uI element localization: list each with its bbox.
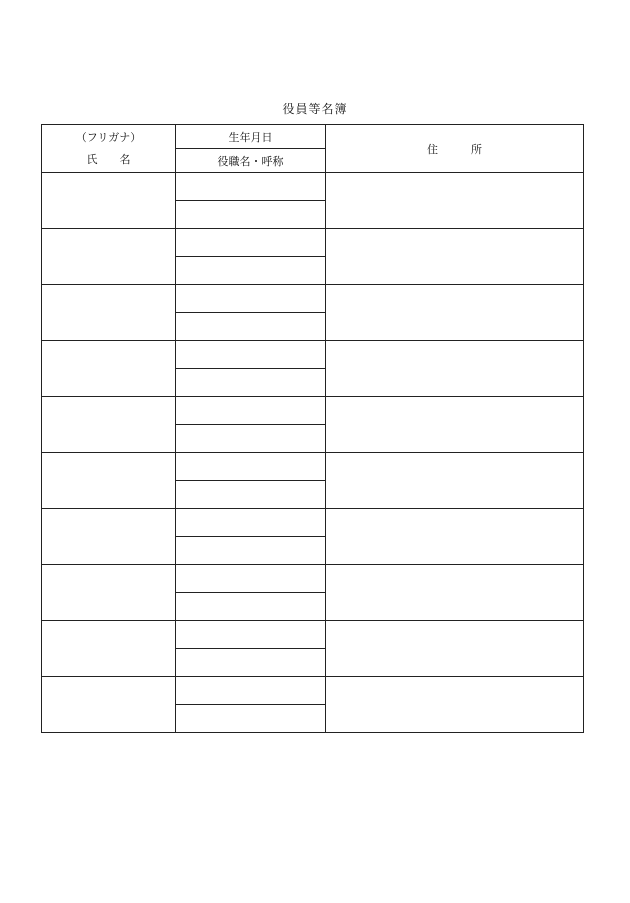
address-cell[interactable] bbox=[326, 677, 584, 733]
position-cell[interactable] bbox=[176, 537, 326, 565]
name-cell[interactable] bbox=[42, 341, 176, 397]
entry-row bbox=[42, 285, 584, 313]
birthdate-cell[interactable] bbox=[176, 621, 326, 649]
address-cell[interactable] bbox=[326, 285, 584, 341]
name-cell[interactable] bbox=[42, 565, 176, 621]
address-cell[interactable] bbox=[326, 509, 584, 565]
entry-row bbox=[42, 677, 584, 705]
position-cell[interactable] bbox=[176, 481, 326, 509]
name-label: 氏 名 bbox=[86, 152, 131, 166]
position-cell[interactable] bbox=[176, 593, 326, 621]
name-cell[interactable] bbox=[42, 173, 176, 229]
name-cell[interactable] bbox=[42, 509, 176, 565]
birthdate-cell[interactable] bbox=[176, 173, 326, 201]
position-cell[interactable] bbox=[176, 201, 326, 229]
birthdate-header-cell bbox=[176, 125, 326, 149]
position-cell[interactable] bbox=[176, 257, 326, 285]
entry-row bbox=[42, 621, 584, 649]
address-cell[interactable] bbox=[326, 565, 584, 621]
name-cell[interactable] bbox=[42, 397, 176, 453]
entry-row bbox=[42, 397, 584, 425]
entry-row bbox=[42, 509, 584, 537]
name-furigana-label: （フリガナ） bbox=[75, 130, 142, 144]
birthdate-label: 生年月日 bbox=[228, 130, 273, 144]
birthdate-cell[interactable] bbox=[176, 453, 326, 481]
address-cell[interactable] bbox=[326, 397, 584, 453]
address-cell[interactable] bbox=[326, 621, 584, 677]
address-cell[interactable] bbox=[326, 341, 584, 397]
birthdate-cell[interactable] bbox=[176, 397, 326, 425]
name-cell[interactable] bbox=[42, 453, 176, 509]
position-cell[interactable] bbox=[176, 425, 326, 453]
document-title: 役員等名簿 bbox=[282, 102, 348, 116]
entry-row bbox=[42, 173, 584, 201]
name-cell[interactable] bbox=[42, 285, 176, 341]
name-cell[interactable] bbox=[42, 621, 176, 677]
birthdate-cell[interactable] bbox=[176, 509, 326, 537]
birthdate-cell[interactable] bbox=[176, 677, 326, 705]
position-cell[interactable] bbox=[176, 313, 326, 341]
entry-row bbox=[42, 229, 584, 257]
officers-roster-table bbox=[41, 124, 584, 733]
name-cell[interactable] bbox=[42, 229, 176, 285]
address-cell[interactable] bbox=[326, 173, 584, 229]
entry-row bbox=[42, 453, 584, 481]
position-title-label: 役職名・呼称 bbox=[217, 154, 284, 168]
address-cell[interactable] bbox=[326, 229, 584, 285]
birthdate-cell[interactable] bbox=[176, 285, 326, 313]
header-row bbox=[42, 125, 584, 149]
roster-body bbox=[42, 173, 584, 733]
address-label: 住 所 bbox=[427, 142, 482, 156]
address-cell[interactable] bbox=[326, 453, 584, 509]
address-header-cell bbox=[326, 125, 584, 173]
name-cell[interactable] bbox=[42, 677, 176, 733]
position-cell[interactable] bbox=[176, 705, 326, 733]
position-cell[interactable] bbox=[176, 369, 326, 397]
birthdate-cell[interactable] bbox=[176, 229, 326, 257]
entry-row bbox=[42, 341, 584, 369]
position-cell[interactable] bbox=[176, 649, 326, 677]
position-header-cell bbox=[176, 149, 326, 173]
birthdate-cell[interactable] bbox=[176, 565, 326, 593]
entry-row bbox=[42, 565, 584, 593]
name-header-cell bbox=[42, 125, 176, 173]
birthdate-cell[interactable] bbox=[176, 341, 326, 369]
